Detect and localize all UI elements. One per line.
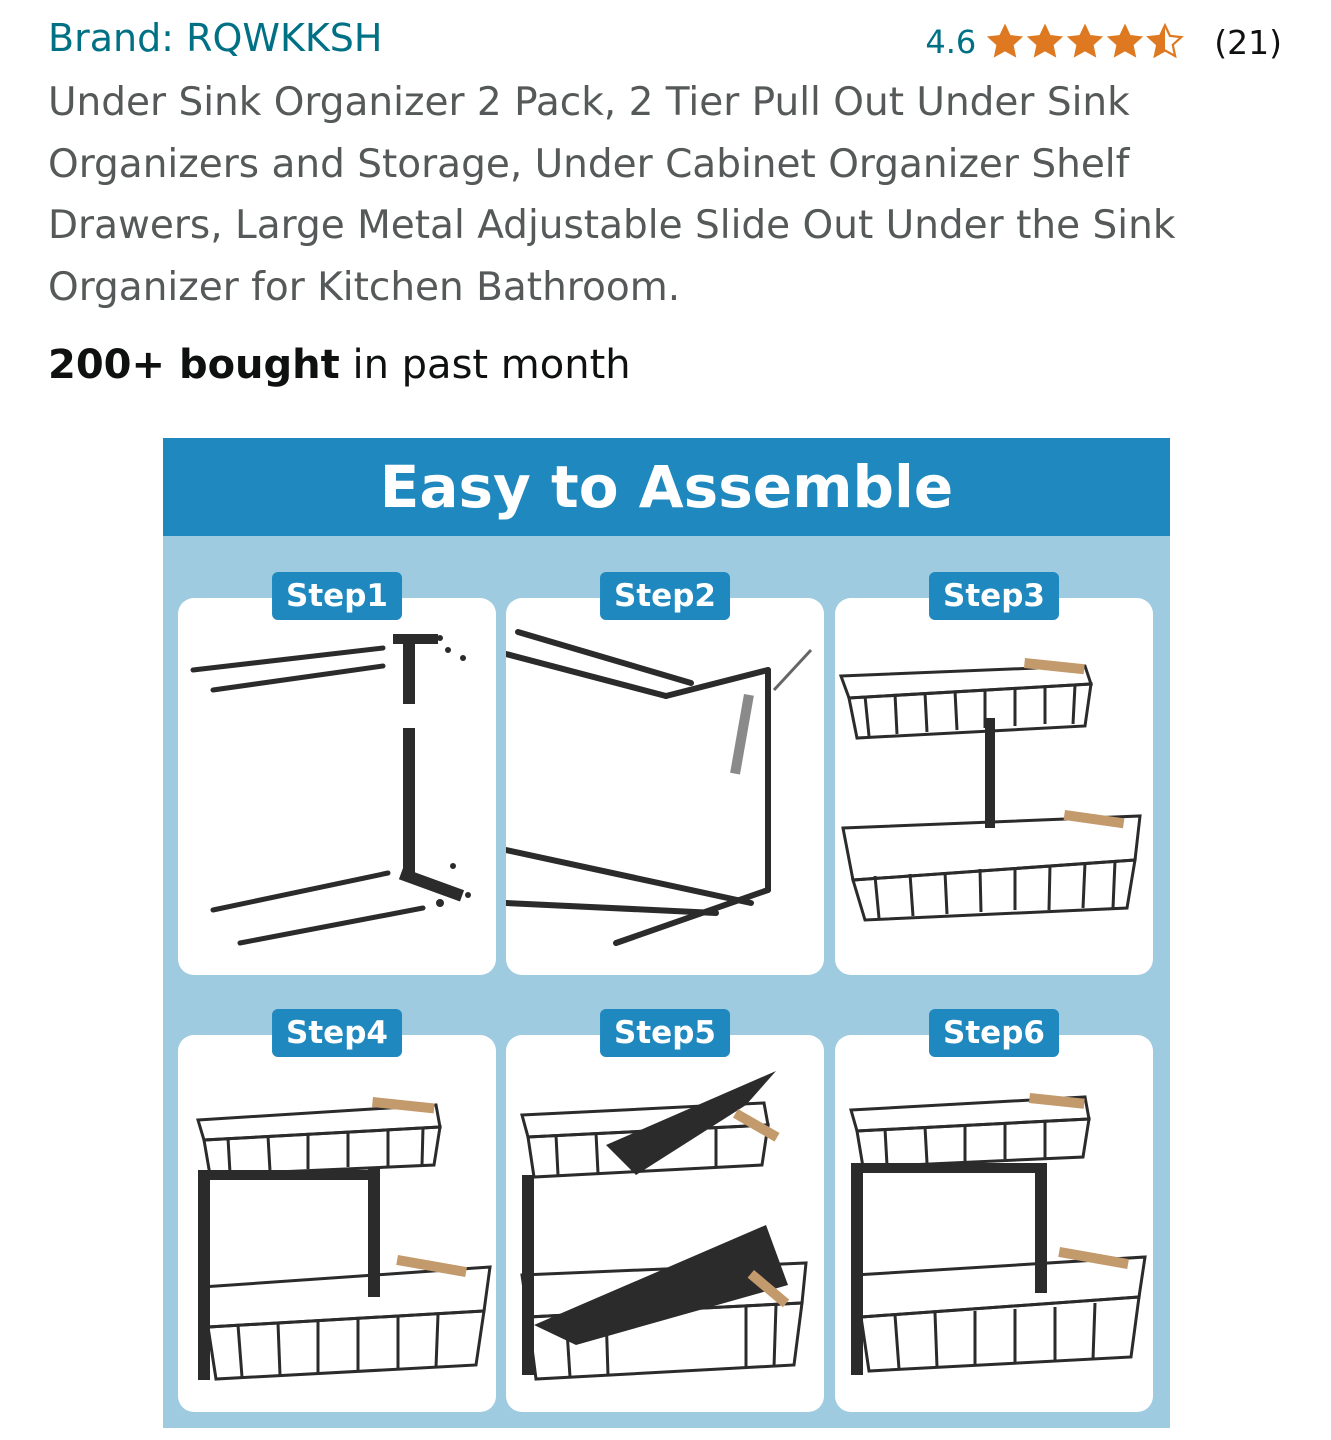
- bought-in-past-month: [48, 338, 631, 392]
- step-panel-4: [178, 1015, 496, 1412]
- banner-title: Easy to Assemble: [379, 453, 954, 521]
- step4-illustration: [178, 1035, 496, 1412]
- step5-illustration: [506, 1035, 824, 1412]
- rating-value[interactable]: 4.6: [925, 23, 977, 61]
- step-label-3: Step3: [929, 572, 1059, 620]
- half-star-icon: [1146, 23, 1184, 61]
- brand-rating-row: [48, 14, 1288, 64]
- step-panel-1: [178, 578, 496, 975]
- rating-summary[interactable]: [925, 20, 1282, 64]
- step1-illustration: [178, 598, 496, 975]
- step-panel-2: [506, 578, 824, 975]
- product-image[interactable]: [163, 438, 1170, 1428]
- bought-count: 200+ bought: [48, 342, 340, 388]
- star-icon: [1066, 23, 1104, 61]
- review-count-link[interactable]: (21): [1214, 22, 1282, 62]
- step-label-6: Step6: [929, 1009, 1059, 1057]
- step6-illustration: [835, 1035, 1153, 1412]
- step-label-2: Step2: [600, 572, 730, 620]
- star-rating[interactable]: [986, 23, 1186, 61]
- step-panel-6: [835, 1015, 1153, 1412]
- product-title: Under Sink Organizer 2 Pack, 2 Tier Pull Out Under Sink Organizers and Storage, Under Cabinet Organizer Shelf Drawers, Large Metal Adjustable Slide Out Under the Sink Organizer for Kitchen Bathroom.: [48, 80, 1176, 310]
- bought-suffix: in past month: [339, 342, 631, 388]
- step-panel-5: [506, 1015, 824, 1412]
- step-label-1: Step1: [272, 572, 402, 620]
- step-panel-3: [835, 578, 1153, 975]
- brand-link[interactable]: Brand: RQWKKSH: [48, 16, 383, 60]
- star-icon: [1106, 23, 1144, 61]
- star-icon: [1026, 23, 1064, 61]
- image-banner: [163, 438, 1170, 536]
- step2-illustration: [506, 598, 824, 975]
- star-icon: [986, 23, 1024, 61]
- step3-illustration: [835, 598, 1153, 975]
- step-label-4: Step4: [272, 1009, 402, 1057]
- step-label-5: Step5: [600, 1009, 730, 1057]
